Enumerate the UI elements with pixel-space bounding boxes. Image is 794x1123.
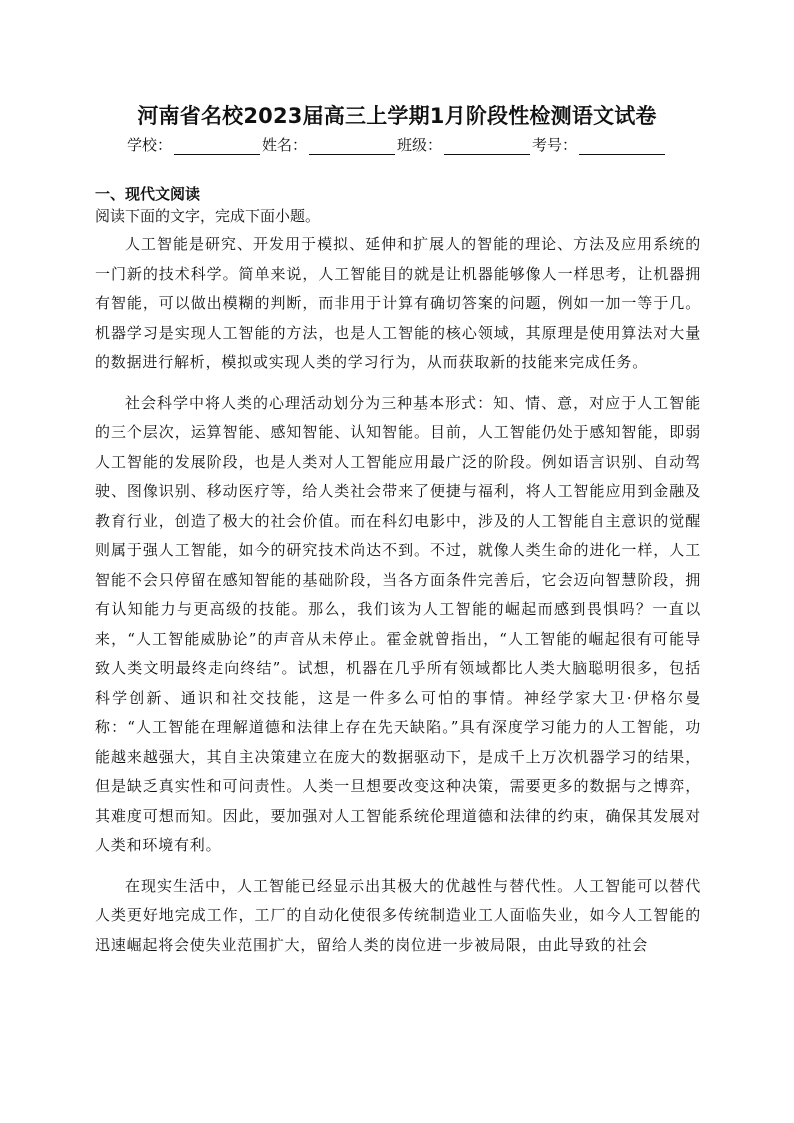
reading-passage [95, 230, 701, 960]
school-field [127, 134, 260, 155]
exam-title: 河南省名校2023届高三上学期1月阶段性检测语文试卷 [137, 104, 657, 128]
exam-number-blank [579, 139, 665, 155]
exam-number-field [532, 134, 665, 155]
school-label: 学校： [126, 136, 172, 154]
class-field [397, 134, 530, 155]
name-label: 姓名： [261, 136, 307, 154]
student-info-row [0, 134, 794, 155]
exam-number-label: 考号： [532, 136, 578, 154]
school-blank [174, 139, 260, 155]
passage-paragraph-2: 社会科学中将人类的心理活动划分为三种基本形式：知、情、意，对应于人工智能的三个层次，运算智能、感知智能、认知智能。目前，人工智能仍处于感知智能，即弱人工智能的发展阶段，也是人类对人工智能应用最广泛的阶段。例如语言识别、自动驾驶、图像识别、移动医疗等，给人类社会带来了便捷与福利，将人工智能应用到金融及教育行业，创造了极大的社会价值。而在科幻电影中，涉及的人工智能自主意识的觉醒则属于强人工智能，如今的研究技术尚达不到。不过，就像人类生命的进化一样，人工智能不会只停留在感知智能的基础阶段，当各方面条件完善后，它会迈向智慧阶段，拥有认知能力与更高级的技能。那么，我们该为人工智能的崛起而感到畏惧吗？一直以来，“人工智能威胁论”的声音从未停止。霍金就曾指出，“人工智能的崛起很有可能导致人类文明最终走向终结”。试想，机器在几乎所有领域都比人类大脑聪明很多，包括科学创新、通识和社交技能，这是一件多么可怕的事情。神经学家大卫·伊格尔曼称：“人工智能在理解道德和法律上存在先天缺陷。”具有深度学习能力的人工智能，功能越来越强大，其自主决策建立在庞大的数据驱动下，是成千上万次机器学习的结果，但是缺乏真实性和可问责性。人类一旦想要改变这种决策，需要更多的数据与之博弈，其难度可想而知。因此，要加强对人工智能系统伦理道德和法律的约束，确保其发展对人类和环境有利。 [95, 393, 701, 854]
section-instruction: 阅读下面的文字，完成下面小题。 [95, 207, 321, 225]
passage-paragraph-1: 人工智能是研究、开发用于模拟、延伸和扩展人的智能的理论、方法及应用系统的一门新的技术科学。简单来说，人工智能目的就是让机器能够像人一样思考，让机器拥有智能，可以做出模糊的判断，而非用于计算有确切答案的问题，例如一加一等于几。机器学习是实现人工智能的方法，也是人工智能的核心领域，其原理是使用算法对大量的数据进行解析，模拟或实现人类的学习行为，从而获取新的技能来完成任务。 [95, 235, 701, 371]
class-label: 班级： [397, 136, 443, 154]
section-heading: 一、现代文阅读 [95, 185, 201, 203]
class-blank [444, 139, 530, 155]
name-field [262, 134, 395, 155]
passage-paragraph-3: 在现实生活中，人工智能已经显示出其极大的优越性与替代性。人工智能可以替代人类更好地完成工作，工厂的自动化使很多传统制造业工人面临失业，如今人工智能的迅速崛起将会使失业范围扩大，留给人类的岗位进一步被局限，由此导致的社会 [95, 876, 701, 954]
name-blank [309, 139, 395, 155]
